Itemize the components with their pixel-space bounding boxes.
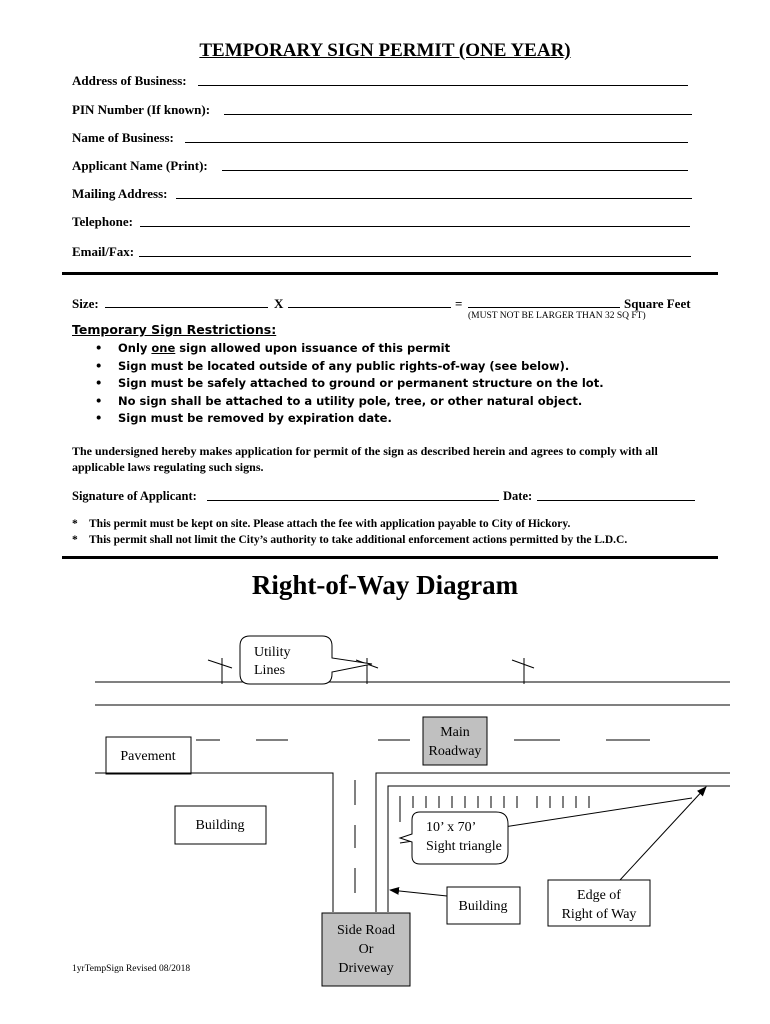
restrictions-list: [95, 340, 604, 428]
edge-arrow: [620, 787, 706, 880]
size-total-field[interactable]: [468, 307, 620, 308]
restrictions-title: Temporary Sign Restrictions:: [72, 322, 277, 337]
sight-triangle-callout: [400, 812, 508, 864]
list-item: • Sign must be located outside of any public rights-of-way (see below).: [95, 358, 570, 373]
utility-label-1: Utility: [254, 645, 291, 660]
date-label: Date:: [503, 489, 533, 503]
size-x: X: [274, 296, 284, 311]
edge-label-1: Edge of: [577, 888, 621, 903]
address-field[interactable]: [198, 85, 688, 86]
email-fax-field[interactable]: [139, 256, 691, 257]
utility-pole-3: [512, 658, 534, 684]
signature-label: Signature of Applicant:: [72, 489, 197, 503]
section-divider: [62, 272, 718, 275]
building-left-box: [175, 806, 266, 844]
size-height-field[interactable]: [288, 307, 451, 308]
pavement-label: Pavement: [120, 749, 176, 764]
pin-label: PIN Number (If known):: [72, 102, 211, 117]
form-title: TEMPORARY SIGN PERMIT (ONE YEAR): [199, 40, 571, 61]
side-label-1: Side Road: [337, 923, 395, 938]
pavement-label-box: [106, 737, 191, 774]
date-field[interactable]: [537, 500, 695, 501]
side-label-2: Or: [358, 942, 374, 957]
list-item: • Sign must be removed by expiration date.: [95, 411, 392, 425]
business-name-field[interactable]: [185, 142, 688, 143]
note-2: * This permit shall not limit the City’s authority to take additional enforcement actions permitted by the L.D.C.: [72, 534, 628, 546]
right-of-way-diagram: [0, 600, 770, 990]
section-divider-2: [62, 556, 718, 559]
utility-lines-callout: [240, 636, 372, 684]
note-1: * This permit must be kept on site. Please attach the fee with application payable to City of Hickory.: [72, 518, 571, 530]
building-right-box: [447, 887, 520, 924]
building-right-label: Building: [458, 899, 508, 914]
size-width-field[interactable]: [105, 307, 268, 308]
mailing-address-field[interactable]: [176, 198, 692, 199]
sight-label-1: 10’ x 70’: [426, 820, 477, 835]
sight-label-2: Sight triangle: [426, 839, 502, 854]
side-road-label-box: [322, 913, 410, 986]
size-label: Size:: [72, 296, 99, 311]
footer-revision: 1yrTempSign Revised 08/2018: [72, 964, 191, 974]
main-roadway-label-box: [423, 717, 487, 765]
size-unit: Square Feet: [624, 296, 691, 311]
edge-of-row-box: [548, 880, 650, 926]
applicant-name-field[interactable]: [222, 170, 688, 171]
email-fax-label: Email/Fax:: [72, 244, 135, 259]
utility-label-2: Lines: [254, 663, 286, 678]
telephone-label: Telephone:: [72, 214, 133, 229]
mailing-address-label: Mailing Address:: [72, 186, 168, 201]
main-label-2: Roadway: [428, 744, 482, 759]
size-row: [72, 296, 99, 312]
business-name-label: Name of Business:: [72, 130, 174, 145]
declaration-text: The undersigned hereby makes application for permit of the sign as described herein and agrees to comply with all applicable laws regulating such signs.: [72, 444, 658, 474]
applicant-name-label: Applicant Name (Print):: [72, 158, 208, 173]
diagram-title: Right-of-Way Diagram: [251, 570, 519, 600]
building-left-label: Building: [195, 818, 245, 833]
main-label-1: Main: [440, 725, 470, 740]
size-equals: =: [455, 296, 463, 311]
building-arrow: [390, 890, 447, 896]
pin-field[interactable]: [224, 114, 692, 115]
utility-pole-1: [208, 658, 232, 684]
list-item: • Only one sign allowed upon issuance of this permit: [95, 341, 451, 355]
list-item: • Sign must be safely attached to ground or permanent structure on the lot.: [95, 376, 604, 390]
signature-field[interactable]: [207, 500, 499, 501]
list-item: • No sign shall be attached to a utility pole, tree, or other natural object.: [95, 393, 583, 408]
side-label-3: Driveway: [338, 961, 394, 976]
address-label: Address of Business:: [72, 73, 187, 88]
edge-label-2: Right of Way: [561, 907, 637, 922]
notes: [72, 516, 627, 548]
telephone-field[interactable]: [140, 226, 690, 227]
size-note: (MUST NOT BE LARGER THAN 32 SQ FT): [468, 311, 646, 321]
